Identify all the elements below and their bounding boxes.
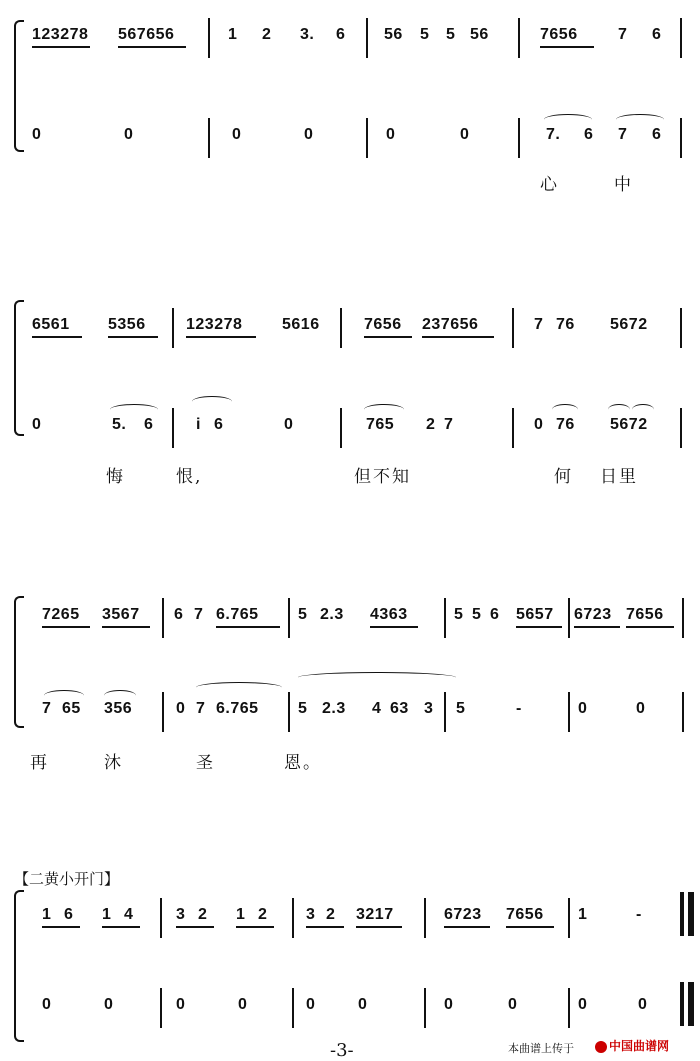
- note-group: 0: [238, 996, 248, 1013]
- note-group: 2.3: [320, 606, 344, 623]
- note-group: 1: [42, 906, 52, 923]
- note-group: 0: [42, 996, 52, 1013]
- barline: [162, 598, 164, 638]
- lyric: 但不知: [354, 467, 411, 487]
- note-group: 2.3: [322, 700, 346, 717]
- barline: [680, 308, 682, 348]
- barline: [512, 408, 514, 448]
- note-group: 0: [304, 126, 314, 143]
- lyric: 圣: [196, 753, 215, 773]
- note-group: 2: [198, 906, 208, 923]
- note-group: 0: [32, 126, 42, 143]
- note-group: 5: [298, 606, 308, 623]
- note-group: 0: [636, 700, 646, 717]
- note-group: 2: [258, 906, 268, 923]
- note-group: 7656: [506, 906, 544, 923]
- lyric: 日里: [600, 467, 638, 487]
- barline-final-thick: [688, 892, 694, 936]
- note-group: 5: [472, 606, 482, 623]
- note-group: 4363: [370, 606, 408, 623]
- note-group: 2: [326, 906, 336, 923]
- note-group: 4: [372, 700, 382, 717]
- barline: [444, 692, 446, 732]
- note-group: 5672: [610, 316, 648, 333]
- note-group: 6723: [444, 906, 482, 923]
- note-group: 5657: [516, 606, 554, 623]
- note-group: 0: [444, 996, 454, 1013]
- barline: [288, 692, 290, 732]
- system-1-lower: [0, 126, 700, 166]
- note-group: 0: [232, 126, 242, 143]
- note-group: 1: [236, 906, 246, 923]
- lyric: 沐: [104, 753, 123, 773]
- page-number: -3-: [330, 1040, 354, 1061]
- note-group: 6: [64, 906, 74, 923]
- note-group: 5356: [108, 316, 146, 333]
- note-group: 6: [584, 126, 594, 143]
- barline: [680, 18, 682, 58]
- note-group: 7: [194, 606, 204, 623]
- barline: [340, 408, 342, 448]
- note-group: 6: [214, 416, 224, 433]
- barline: [160, 898, 162, 938]
- note-group: 567656: [118, 26, 175, 43]
- barline-final: [680, 892, 684, 936]
- barline: [172, 408, 174, 448]
- barline: [518, 18, 520, 58]
- note-group: 0: [460, 126, 470, 143]
- note-group: 0: [104, 996, 114, 1013]
- note-group: 7: [444, 416, 454, 433]
- note-group: 3567: [102, 606, 140, 623]
- note-group: 6.765: [216, 700, 259, 717]
- note-group: 237656: [422, 316, 479, 333]
- note-group: 5: [454, 606, 464, 623]
- note-group: 5.: [112, 416, 127, 433]
- note-group: 5: [456, 700, 466, 717]
- barline: [160, 988, 162, 1028]
- note-group: 0: [508, 996, 518, 1013]
- logo-text: 中国曲谱网: [609, 1039, 670, 1053]
- barline: [366, 118, 368, 158]
- lyric: 何: [554, 467, 573, 487]
- barline: [568, 988, 570, 1028]
- note-group: 0: [578, 700, 588, 717]
- note-group: 6561: [32, 316, 70, 333]
- note-group: 5: [420, 26, 430, 43]
- note-group: 1: [578, 906, 588, 923]
- note-group: 0: [534, 416, 544, 433]
- barline: [172, 308, 174, 348]
- note-group: 6: [652, 126, 662, 143]
- note-group: 63: [390, 700, 409, 717]
- barline: [568, 898, 570, 938]
- note-group: 6.765: [216, 606, 259, 623]
- lyric: 恩。: [284, 753, 322, 773]
- note-group: 7: [534, 316, 544, 333]
- barline: [424, 988, 426, 1028]
- lyric: 再: [30, 753, 49, 773]
- barline: [162, 692, 164, 732]
- note-group: 1: [228, 26, 238, 43]
- barline-final: [680, 982, 684, 1026]
- note-group: 56: [384, 26, 403, 43]
- note-group: 0: [306, 996, 316, 1013]
- note-group: 5: [446, 26, 456, 43]
- barline: [680, 118, 682, 158]
- note-group: -: [636, 906, 642, 923]
- note-group: 5616: [282, 316, 320, 333]
- barline: [680, 408, 682, 448]
- system-3-lower: [0, 700, 700, 740]
- note-group: 0: [32, 416, 42, 433]
- site-logo: [595, 1037, 669, 1054]
- note-group: 6: [174, 606, 184, 623]
- lyric: 中: [614, 175, 633, 195]
- barline: [340, 308, 342, 348]
- logo-icon: [595, 1041, 607, 1053]
- note-group: 65: [62, 700, 81, 717]
- section-title: 【二黄小开门】: [14, 870, 120, 888]
- note-group: 0: [176, 700, 186, 717]
- lyric: 恨,: [176, 467, 203, 487]
- barline: [512, 308, 514, 348]
- lyric: 心: [540, 175, 559, 195]
- note-group: 6: [144, 416, 154, 433]
- note-group: 765: [366, 416, 395, 433]
- note-group: 7265: [42, 606, 80, 623]
- note-group: -: [516, 700, 522, 717]
- barline: [424, 898, 426, 938]
- note-group: 7.: [546, 126, 561, 143]
- note-group: 0: [284, 416, 294, 433]
- note-group: 7: [196, 700, 206, 717]
- note-group: 7656: [626, 606, 664, 623]
- barline: [682, 598, 684, 638]
- note-group: 76: [556, 316, 575, 333]
- note-group: 0: [358, 996, 368, 1013]
- note-group: 356: [104, 700, 133, 717]
- note-group: 5: [298, 700, 308, 717]
- note-group: 7: [618, 126, 628, 143]
- note-group: 76: [556, 416, 575, 433]
- note-group: 7: [42, 700, 52, 717]
- note-group: 1: [102, 906, 112, 923]
- system-2-lower: [0, 416, 700, 456]
- barline: [444, 598, 446, 638]
- note-group: 56: [470, 26, 489, 43]
- note-group: 3.: [300, 26, 315, 43]
- note-group: 0: [638, 996, 648, 1013]
- note-group: 0: [176, 996, 186, 1013]
- note-group: 0: [124, 126, 134, 143]
- barline: [292, 988, 294, 1028]
- system-4-lower: [0, 996, 700, 1036]
- note-group: 3: [424, 700, 434, 717]
- system-1-upper: [0, 26, 700, 66]
- barline: [682, 692, 684, 732]
- note-group: 2: [426, 416, 436, 433]
- barline: [208, 18, 210, 58]
- note-group: 123278: [32, 26, 89, 43]
- barline: [568, 692, 570, 732]
- barline: [568, 598, 570, 638]
- note-group: 7656: [364, 316, 402, 333]
- note-group: 3: [306, 906, 316, 923]
- note-group: i: [196, 416, 201, 433]
- note-group: 5672: [610, 416, 648, 433]
- system-2-upper: [0, 316, 700, 356]
- note-group: 6723: [574, 606, 612, 623]
- barline-final-thick: [688, 982, 694, 1026]
- note-group: 6: [336, 26, 346, 43]
- note-group: 0: [386, 126, 396, 143]
- upload-note: 本曲谱上传于: [508, 1043, 574, 1055]
- barline: [518, 118, 520, 158]
- note-group: 123278: [186, 316, 243, 333]
- barline: [292, 898, 294, 938]
- note-group: 7656: [540, 26, 578, 43]
- note-group: 6: [490, 606, 500, 623]
- note-group: 2: [262, 26, 272, 43]
- note-group: 3: [176, 906, 186, 923]
- note-group: 3217: [356, 906, 394, 923]
- barline: [208, 118, 210, 158]
- note-group: 4: [124, 906, 134, 923]
- note-group: 0: [578, 996, 588, 1013]
- note-group: 6: [652, 26, 662, 43]
- barline: [366, 18, 368, 58]
- lyric: 悔: [106, 467, 125, 487]
- note-group: 7: [618, 26, 628, 43]
- barline: [288, 598, 290, 638]
